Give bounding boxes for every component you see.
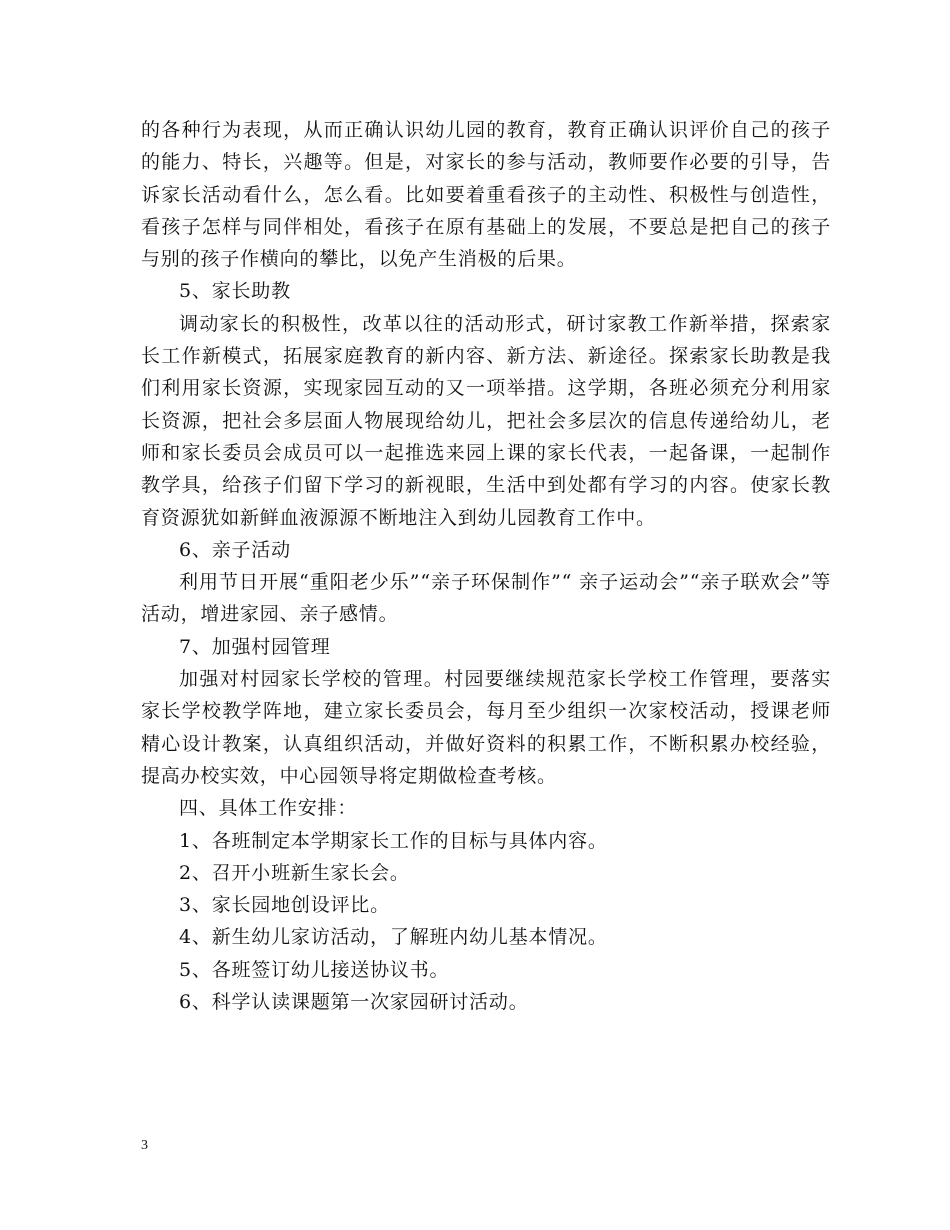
page-number: 3 [141,1138,148,1153]
heading-village-management: 7、加强村园管理 [179,635,331,658]
list-item: 4、新生幼儿家访活动，了解班内幼儿基本情况。 [179,926,608,949]
document-body [141,114,831,1018]
paragraph-continuation: 的各种行为表现，从而正确认识幼儿园的教育，教育正确认识评价自己的孩子的能力、特长，兴趣等。但是，对家长的参与活动，教师要作必要的引导，告诉家长活动看什么，怎么看。比如要着重看孩子的主动性、积极性与创造性，看孩子怎样与同伴相处，看孩子在原有基础上的发展，不要总是把自己的孩子与别的孩子作横向的攀比，以免产生消极的后果。 [141,119,831,271]
list-item: 1、各班制定本学期家长工作的目标与具体内容。 [179,829,608,852]
heading-parent-child-activities: 6、亲子活动 [179,538,291,561]
paragraph-parent-assistant-teaching: 调动家长的积极性，改革以往的活动形式，研讨家教工作新举措，探索家长工作新模式，拓展家庭教育的新内容、新方法、新途径。探索家长助教是我们利用家长资源，实现家园互动的又一项举措。这学期，各班必须充分利用家长资源，把社会多层面人物展现给幼儿，把社会多层次的信息传递给幼儿，老师和家长委员会成员可以一起推选来园上课的家长代表，一起备课，一起制作教学具，给孩子们留下学习的新视眼，生活中到处都有学习的内容。使家长教育资源犹如新鲜血液源源不断地注入到幼儿园教育工作中。 [141,312,831,529]
list-item: 3、家长园地创设评比。 [179,894,390,917]
paragraph-village-management: 加强对村园家长学校的管理。村园要继续规范家长学校工作管理，要落实家长学校教学阵地，建立家长委员会，每月至少组织一次家校活动，授课老师精心设计教案，认真组织活动，并做好资料的积累工作，不断积累办校经验，提高办校实效，中心园领导将定期做检查考核。 [141,668,831,787]
paragraph-parent-child-activities: 利用节日开展“重阳老少乐”“亲子环保制作”“ 亲子运动会”“亲子联欢会”等活动，增进家园、亲子感情。 [141,571,831,626]
list-item: 5、各班签订幼儿接送协议书。 [179,958,450,981]
heading-parent-assistant-teaching: 5、家长助教 [179,280,291,303]
list-item: 6、科学认读课题第一次家园研讨活动。 [179,991,529,1014]
heading-work-schedule: 四、具体工作安排： [179,797,358,820]
list-item: 2、召开小班新生家长会。 [179,861,410,884]
